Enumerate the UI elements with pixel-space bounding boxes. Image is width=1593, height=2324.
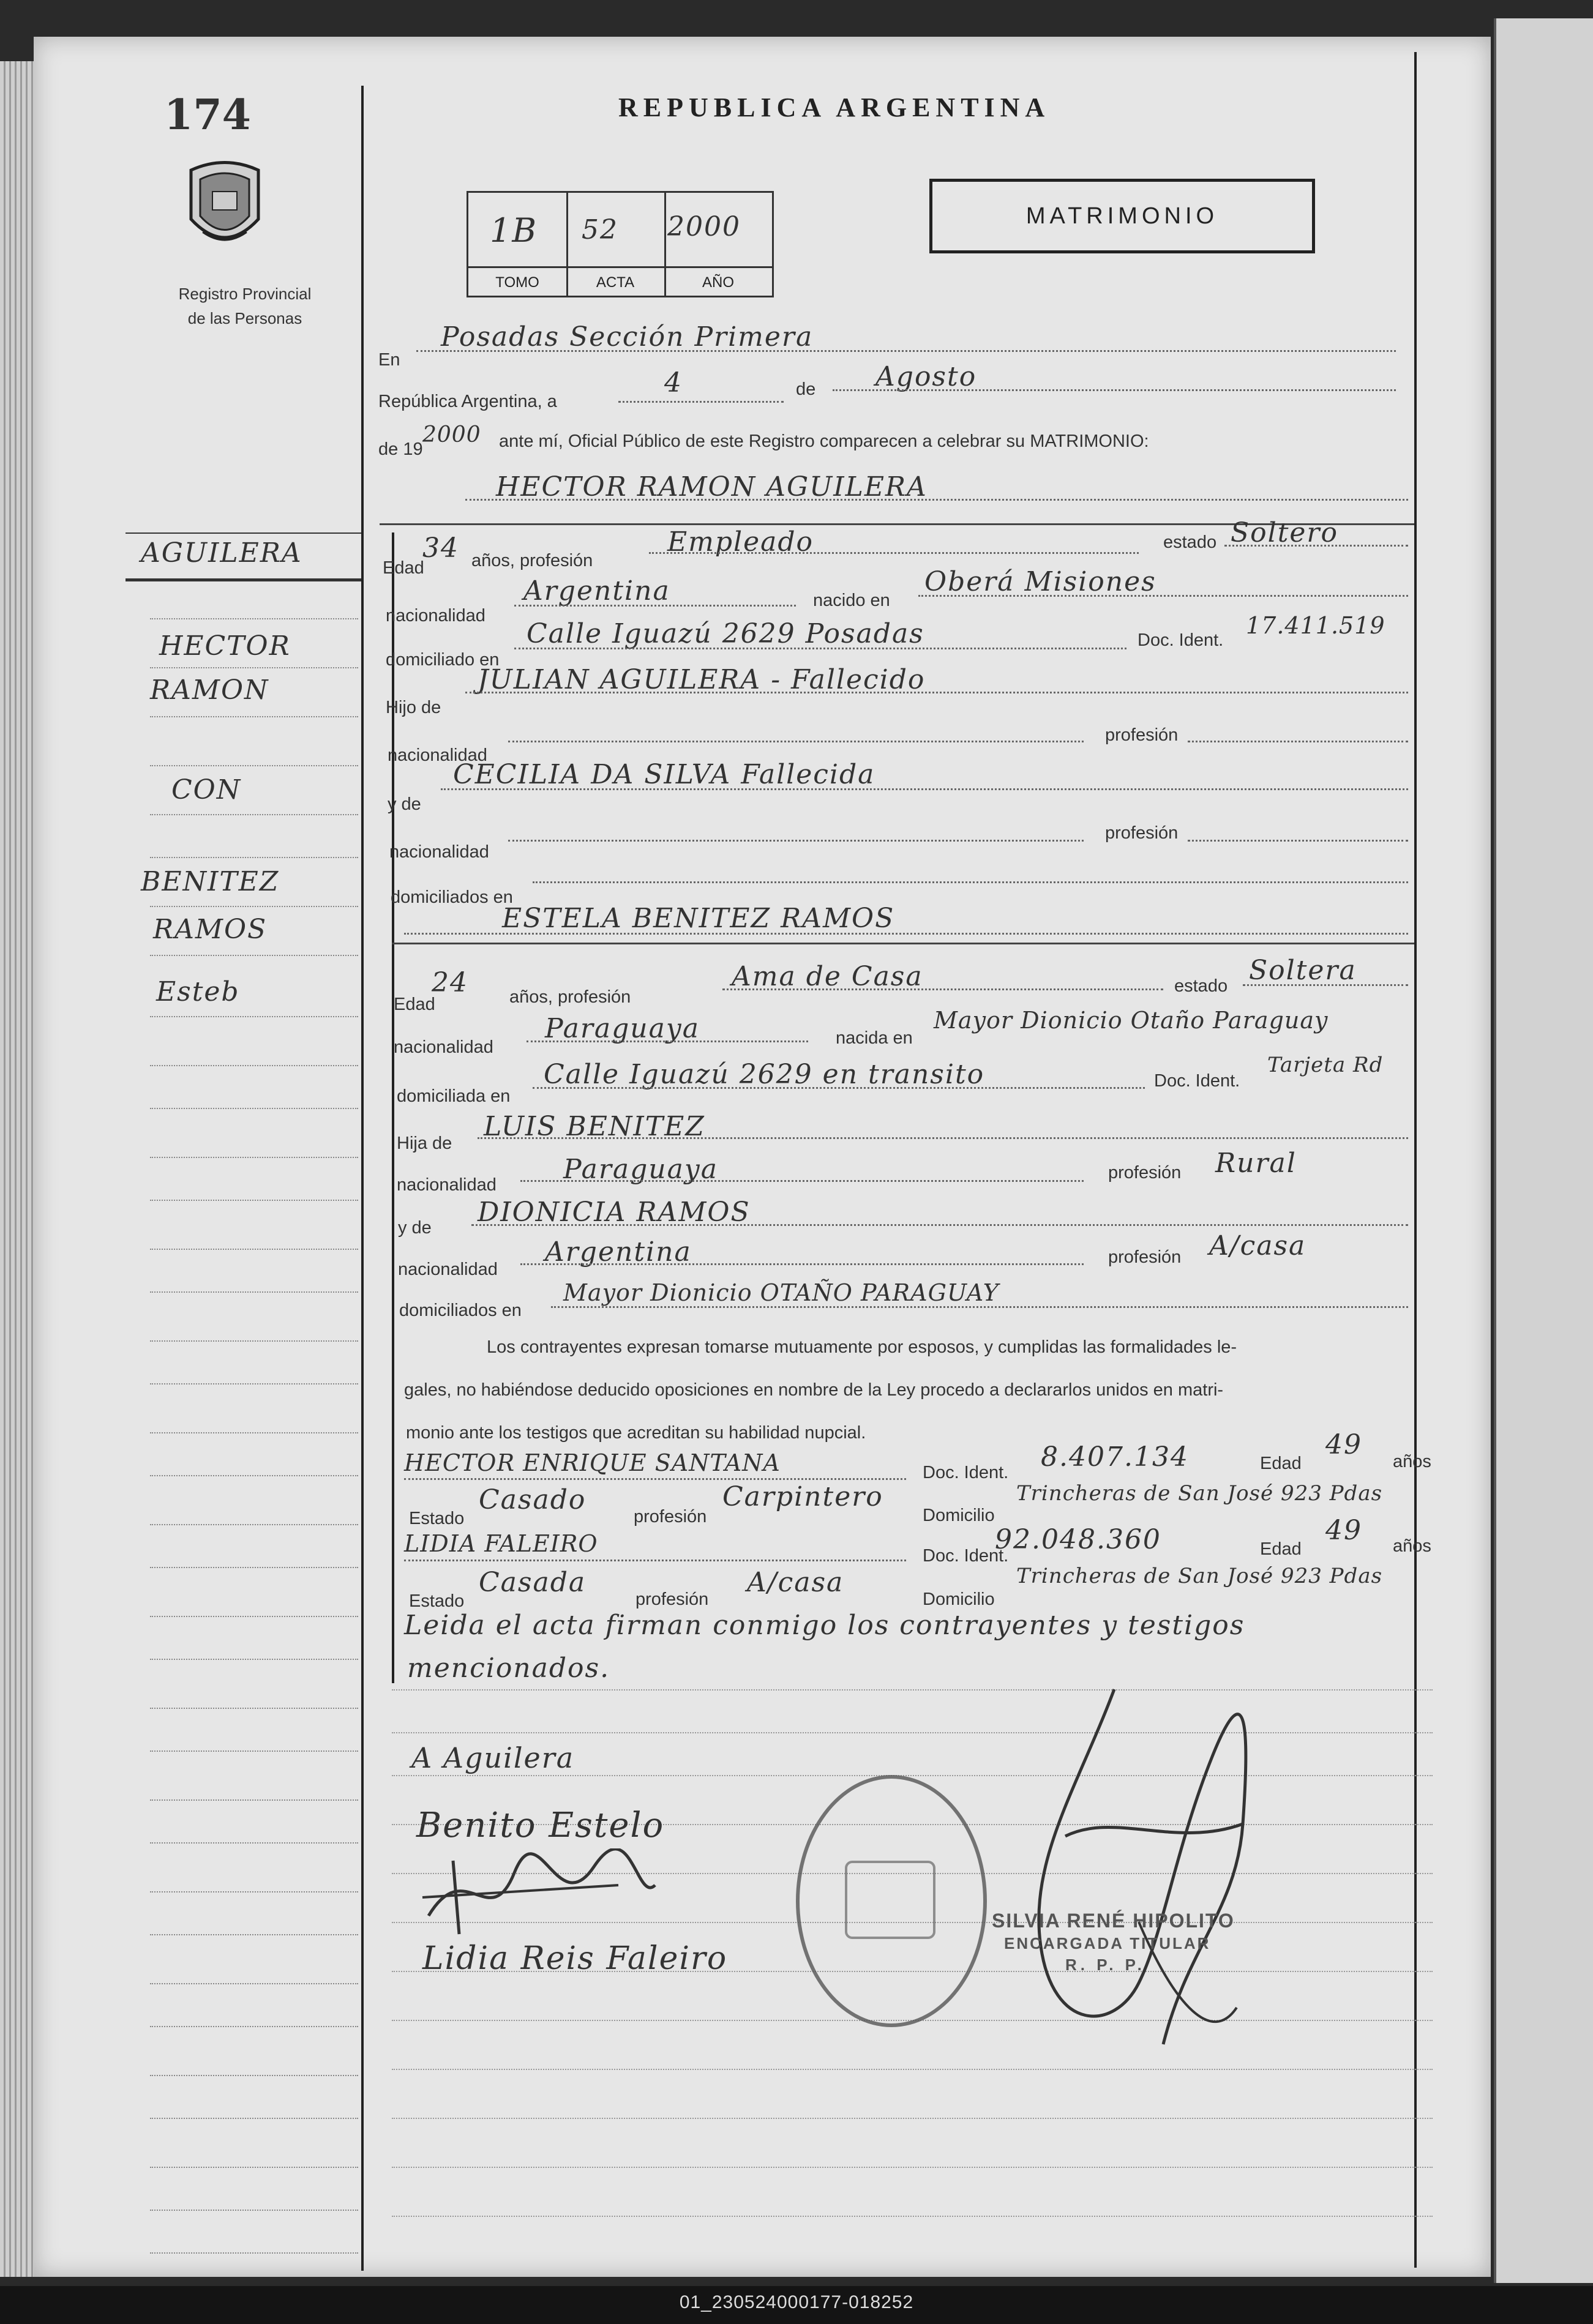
- bride-nacida-label: nacida en: [836, 1028, 913, 1048]
- bride-estado: Soltera: [1249, 955, 1357, 986]
- groom-doc: 17.411.519: [1246, 612, 1385, 639]
- bride-mother-nac-label: nacionalidad: [398, 1260, 498, 1279]
- groom-nacionalidad: Argentina: [523, 575, 670, 607]
- de-label: de: [796, 379, 816, 399]
- witness2-doc-label: Doc. Ident.: [923, 1546, 1009, 1566]
- margin-con: CON: [171, 774, 242, 805]
- witness1-edad-label: Edad: [1260, 1454, 1302, 1473]
- facing-page: [1494, 18, 1593, 2283]
- margin-given1b: RAMON: [150, 674, 269, 706]
- signature-4: Lidia Reis Faleiro: [422, 1940, 728, 1977]
- place-value: Posadas Sección Primera: [441, 321, 814, 353]
- margin-surname2a: BENITEZ: [141, 866, 280, 897]
- witness1-doc-label: Doc. Ident.: [923, 1463, 1009, 1482]
- groom-father-nac-label: nacionalidad: [388, 745, 487, 765]
- margin-surname2b: RAMOS: [153, 914, 268, 945]
- page-stack-edge: [0, 61, 34, 2277]
- margin-rule: [361, 86, 364, 2271]
- seal-emblem-icon: [845, 1861, 935, 1939]
- groom-domicilio: Calle Iguazú 2629 Posadas: [527, 618, 924, 649]
- groom-anos-label: años, profesión: [471, 551, 593, 570]
- bride-hija-label: Hija de: [397, 1134, 452, 1153]
- groom-edad-label: Edad: [383, 558, 424, 578]
- year-value: 2000: [422, 422, 481, 447]
- witness1-profesion: Carpintero: [722, 1481, 883, 1512]
- act-type-box: [929, 179, 1315, 253]
- declaration-line3: monio ante los testigos que acreditan su habilidad nupcial.: [406, 1423, 866, 1443]
- bride-mother-prof-label: profesión: [1108, 1247, 1182, 1267]
- acta-label: ACTA: [566, 266, 666, 297]
- groom-estado: Soltero: [1231, 517, 1338, 548]
- signature-1: A Aguilera: [411, 1741, 575, 1774]
- bride-parents-dom-label: domiciliados en: [399, 1301, 522, 1320]
- bride-nacionalidad: Paraguaya: [545, 1013, 700, 1044]
- bride-nacionalidad-label: nacionalidad: [394, 1037, 493, 1057]
- witness2-dom-label: Domicilio: [923, 1590, 995, 1609]
- year-prefix: de 19: [378, 439, 423, 459]
- groom-father: JULIAN AGUILERA - Fallecido: [478, 664, 926, 695]
- groom-nacido-label: nacido en: [813, 591, 890, 610]
- witness1-name: HECTOR ENRIQUE SANTANA: [404, 1449, 781, 1476]
- witness2-estado: Casada: [479, 1567, 587, 1598]
- registry-line2: de las Personas: [187, 309, 302, 327]
- witness1-doc: 8.407.134: [1041, 1441, 1189, 1473]
- signature-2: Benito Estelo: [416, 1806, 665, 1845]
- witness2-edad-label: Edad: [1260, 1539, 1302, 1559]
- groom-mother: CECILIA DA SILVA Fallecida: [453, 759, 875, 790]
- officer-title: ENCARGADA TITULAR: [1004, 1934, 1211, 1952]
- margin-given2: Esteb: [156, 976, 240, 1007]
- act-type: MATRIMONIO: [1025, 203, 1219, 229]
- witness2-prof-label: profesión: [635, 1590, 709, 1609]
- signature-3-scribble: [416, 1848, 661, 1940]
- image-id: 01_230524000177-018252: [679, 2292, 914, 2312]
- witness1-estado: Casado: [479, 1484, 587, 1515]
- en-label: En: [378, 350, 400, 370]
- witness1-dom-label: Domicilio: [923, 1506, 995, 1525]
- bride-edad: 24: [432, 967, 468, 998]
- groom-profesion: Empleado: [667, 526, 814, 558]
- groom-mother-nac-label: nacionalidad: [389, 842, 489, 862]
- witness2-domicilio: Trincheras de San José 923 Pdas: [1016, 1564, 1383, 1588]
- witness1-edad: 49: [1325, 1429, 1362, 1460]
- ano-label: AÑO: [664, 266, 772, 297]
- bride-domicilio: Calle Iguazú 2629 en transito: [544, 1059, 985, 1090]
- folio-number: 174: [164, 91, 251, 140]
- bride-father-prof-label: profesión: [1108, 1163, 1182, 1183]
- witness2-edad: 49: [1325, 1515, 1362, 1546]
- bride-father-nac-label: nacionalidad: [397, 1175, 497, 1195]
- officer-unit: R. P. P.: [1065, 1956, 1145, 1974]
- witness2-anos-label: años: [1393, 1536, 1431, 1556]
- bride-father: LUIS BENITEZ: [484, 1111, 705, 1142]
- groom-edad: 34: [422, 532, 459, 564]
- witness1-estado-label: Estado: [409, 1509, 465, 1528]
- margin-surname1: AGUILERA: [141, 537, 302, 569]
- groom-nacionalidad-label: nacionalidad: [386, 606, 485, 626]
- bride-mother: DIONICIA RAMOS: [478, 1197, 751, 1228]
- bride-doc-label: Doc. Ident.: [1154, 1071, 1240, 1091]
- groom-father-prof-label: profesión: [1105, 725, 1179, 745]
- closing-line2: mencionados.: [407, 1653, 610, 1684]
- republica-label: República Argentina, a: [378, 392, 557, 411]
- officer-name: SILVIA RENÉ HIPOLITO: [992, 1910, 1235, 1932]
- groom-estado-label: estado: [1163, 532, 1217, 552]
- bride-yde-label: y de: [398, 1218, 432, 1238]
- registry-line1: Registro Provincial: [178, 285, 312, 303]
- acta-value: 52: [582, 214, 618, 245]
- witness1-anos-label: años: [1393, 1452, 1431, 1471]
- bride-name: ESTELA BENITEZ RAMOS: [502, 903, 895, 934]
- bride-domiciliada-label: domiciliada en: [397, 1086, 511, 1106]
- day-value: 4: [664, 367, 683, 398]
- groom-nacido: Oberá Misiones: [924, 566, 1156, 597]
- groom-domiciliado-label: domiciliado en: [386, 650, 500, 670]
- intro-statement: ante mí, Oficial Público de este Registro comparecen a celebrar su MATRIMONIO:: [499, 432, 1149, 451]
- groom-name: HECTOR RAMON AGUILERA: [496, 471, 928, 503]
- groom-yde-label: y de: [388, 794, 421, 814]
- margin-given1a: HECTOR: [159, 630, 291, 662]
- groom-parents-dom-label: domiciliados en: [391, 887, 513, 907]
- witness1-domicilio: Trincheras de San José 923 Pdas: [1016, 1481, 1383, 1506]
- bride-estado-label: estado: [1174, 976, 1228, 996]
- bride-profesion: Ama de Casa: [732, 961, 923, 992]
- right-rule: [1414, 52, 1417, 2268]
- bride-father-prof: Rural: [1215, 1148, 1297, 1179]
- bride-mother-nac: Argentina: [545, 1236, 692, 1268]
- witness2-name: LIDIA FALEIRO: [404, 1530, 598, 1557]
- bride-doc: Tarjeta Rd: [1267, 1053, 1384, 1077]
- officer-signature-scribble: [955, 1665, 1298, 2057]
- witness2-doc: 92.048.360: [995, 1524, 1161, 1555]
- bride-mother-prof: A/casa: [1209, 1230, 1306, 1261]
- witness1-prof-label: profesión: [634, 1507, 707, 1526]
- bride-nacida: Mayor Dionicio Otaño Paraguay: [934, 1007, 1329, 1034]
- declaration-line1: Los contrayentes expresan tomarse mutuamente por esposos, y cumplidas las formalidades le-: [487, 1337, 1237, 1357]
- provincial-emblem-icon: [185, 158, 264, 256]
- closing-line1: Leida el acta firman conmigo los contrayentes y testigos: [404, 1610, 1245, 1641]
- tomo-label: TOMO: [468, 266, 568, 297]
- declaration-line2: gales, no habiéndose deducido oposiciones en nombre de la Ley procedo a declararlos unidos en matri-: [404, 1380, 1224, 1400]
- bride-parents-dom: Mayor Dionicio OTAÑO PARAGUAY: [563, 1279, 999, 1306]
- bride-father-nac: Paraguaya: [563, 1154, 718, 1185]
- month-value: Agosto: [875, 361, 977, 392]
- groom-hijo-label: Hijo de: [386, 698, 441, 717]
- witness2-profesion: A/casa: [747, 1567, 844, 1598]
- bride-edad-label: Edad: [394, 995, 435, 1014]
- ano-value: 2000: [667, 211, 741, 242]
- groom-doc-label: Doc. Ident.: [1138, 630, 1224, 650]
- witness2-estado-label: Estado: [409, 1591, 465, 1611]
- groom-mother-prof-label: profesión: [1105, 823, 1179, 843]
- country-title: REPUBLICA ARGENTINA: [618, 92, 1051, 122]
- tomo-value: 1B: [490, 211, 538, 250]
- bride-anos-label: años, profesión: [509, 987, 631, 1007]
